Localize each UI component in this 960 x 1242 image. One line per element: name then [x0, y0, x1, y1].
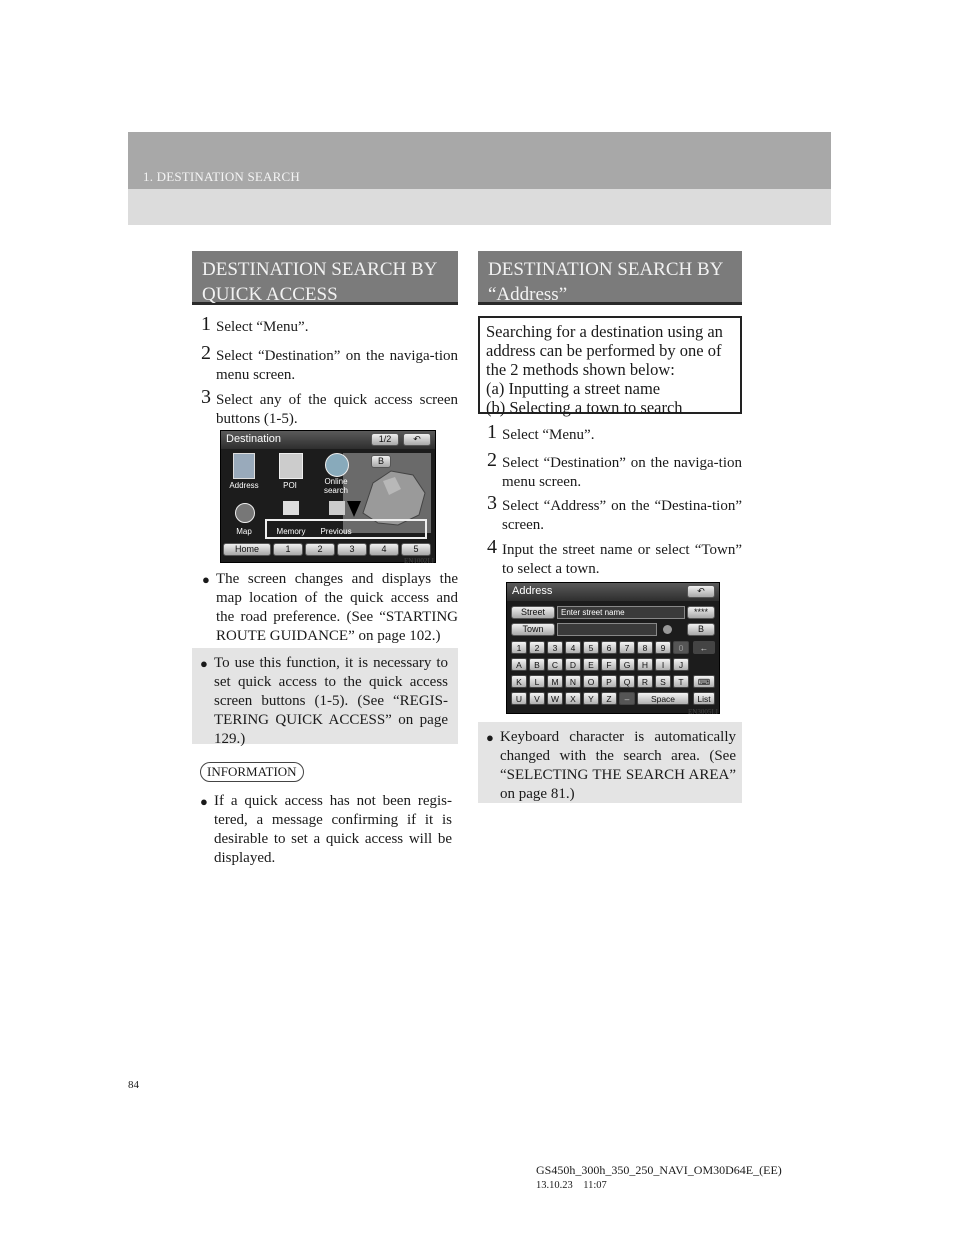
right-step-1 — [487, 421, 742, 445]
map-label: Map — [236, 527, 252, 536]
left-info — [200, 792, 452, 868]
intro-line: Searching for a destination using an — [486, 322, 723, 341]
intro-line: address can be performed by one of — [486, 341, 722, 360]
step-number: 2 — [487, 449, 497, 471]
town-button[interactable]: Town — [511, 623, 555, 636]
step-number: 3 — [201, 386, 211, 408]
key-c[interactable]: C — [547, 658, 563, 671]
print-timestamp — [536, 1180, 607, 1191]
key-u[interactable]: U — [511, 692, 527, 705]
key-g[interactable]: G — [619, 658, 635, 671]
screen-title: Address — [512, 585, 553, 597]
right-section-title — [478, 251, 742, 305]
key-5[interactable]: 5 — [583, 641, 599, 654]
step-number: 2 — [201, 342, 211, 364]
bullet-icon: ● — [200, 656, 208, 671]
key-r[interactable]: R — [637, 675, 653, 688]
key-k[interactable]: K — [511, 675, 527, 688]
street-button[interactable]: Street — [511, 606, 555, 619]
keyboard-icon: ⌨ — [697, 677, 711, 687]
left-title-line2: QUICK ACCESS — [202, 284, 338, 305]
backspace-icon: ← — [699, 643, 709, 653]
key-i[interactable]: I — [655, 658, 671, 671]
step-number: 1 — [201, 313, 211, 335]
right-title-line2: “Address” — [488, 284, 568, 305]
key-n[interactable]: N — [565, 675, 581, 688]
right-screen-code: EN3005LI — [688, 708, 718, 716]
bullet-text: The screen changes and displays the map location of the quick access and the road preference. (See “STARTING ROUTE GUIDANCE” on page 102.) — [216, 571, 458, 644]
left-bullet — [202, 570, 458, 646]
memory-flag-icon[interactable] — [283, 501, 299, 515]
poi-label: POI — [283, 481, 297, 490]
key-j[interactable]: J — [673, 658, 689, 671]
key-x[interactable]: X — [565, 692, 581, 705]
space-key[interactable]: Space — [637, 692, 689, 705]
key-9[interactable]: 9 — [655, 641, 671, 654]
address-screen — [506, 582, 720, 714]
bullet-icon: ● — [202, 572, 210, 587]
back-arrow-icon: ↶ — [697, 586, 705, 596]
left-section-title — [192, 251, 458, 305]
street-input[interactable]: Enter street name — [557, 606, 685, 619]
key-v[interactable]: V — [529, 692, 545, 705]
step-text: Input the street name or select “Town” to select a town. — [502, 542, 742, 577]
right-step-2 — [487, 449, 742, 492]
step-number: 3 — [487, 492, 497, 514]
document-id: GS450h_300h_350_250_NAVI_OM30D64E_(EE) — [536, 1163, 782, 1177]
bullet-icon: ● — [486, 730, 494, 745]
map-compass-icon[interactable] — [235, 503, 255, 523]
note-text: To use this function, it is necessary to set quick access to the quick access screen buttons (1-5). (See “REGIS-TERING QUICK ACCESS” on page 129.) — [214, 655, 448, 747]
key-y[interactable]: Y — [583, 692, 599, 705]
poi-icon[interactable] — [279, 453, 303, 479]
town-input[interactable] — [557, 623, 657, 636]
right-note — [486, 728, 736, 804]
back-button[interactable] — [403, 433, 431, 446]
print-time: 11:07 — [583, 1180, 607, 1191]
step-text: Select “Destination” on the naviga-tion menu screen. — [502, 455, 742, 490]
right-title-line1: DESTINATION SEARCH BY — [488, 259, 724, 280]
left-step-3 — [201, 386, 458, 429]
step-text: Select any of the quick access screen buttons (1-5). — [216, 392, 458, 427]
destination-screen — [220, 430, 436, 563]
page-number: 84 — [128, 1079, 139, 1091]
note-text: Keyboard character is automatically changed with the search area. (See “SELECTING THE SEARCH AREA” on page 81.) — [500, 729, 736, 802]
left-note — [200, 654, 448, 749]
intro-line: (a) Inputting a street name — [486, 379, 661, 398]
page-button[interactable]: 1/2 — [371, 433, 399, 446]
backspace-key[interactable] — [693, 641, 715, 654]
info-text: If a quick access has not been regis-tered, a message confirming if it is desirable to set a quick access will be displayed. — [214, 793, 452, 866]
key-1[interactable]: 1 — [511, 641, 527, 654]
area-b-button[interactable]: B — [687, 623, 715, 636]
print-date: 13.10.23 — [536, 1180, 573, 1191]
key-h[interactable]: H — [637, 658, 653, 671]
key-e[interactable]: E — [583, 658, 599, 671]
right-step-3 — [487, 492, 742, 535]
key-q[interactable]: Q — [619, 675, 635, 688]
section-label: 1. DESTINATION SEARCH — [143, 169, 300, 184]
key-z[interactable]: Z — [601, 692, 617, 705]
right-step-4 — [487, 536, 742, 579]
screen-title: Destination — [226, 433, 282, 445]
previous-label: Previous — [320, 527, 352, 536]
home-button[interactable]: Home — [223, 543, 271, 556]
online-search-label: Online search — [323, 477, 348, 495]
key-t[interactable]: T — [673, 675, 689, 688]
address-icon[interactable] — [233, 453, 255, 479]
information-label: INFORMATION — [200, 762, 304, 782]
step-text: Select “Destination” on the naviga-tion menu screen. — [216, 348, 458, 383]
key-m[interactable]: M — [547, 675, 563, 688]
left-screen-code: EN1002LI — [404, 557, 434, 565]
quick-1-button[interactable]: 1 — [273, 543, 303, 556]
clear-icon[interactable] — [663, 625, 672, 634]
address-intro-box — [478, 316, 742, 417]
key-w[interactable]: W — [547, 692, 563, 705]
quick-3-button[interactable]: 3 — [337, 543, 367, 556]
information-rule — [298, 773, 299, 774]
key-4[interactable]: 4 — [565, 641, 581, 654]
header-sub-band — [128, 189, 831, 225]
step-text: Select “Menu”. — [502, 427, 595, 443]
masked-button[interactable]: **** — [687, 606, 715, 619]
key-dash[interactable]: – — [619, 692, 635, 705]
key-s[interactable]: S — [655, 675, 671, 688]
quick-access-bar — [223, 543, 433, 556]
map-b-button[interactable]: B — [371, 455, 391, 468]
left-step-2 — [201, 342, 458, 385]
key-b[interactable]: B — [529, 658, 545, 671]
key-l[interactable]: L — [529, 675, 545, 688]
key-p[interactable]: P — [601, 675, 617, 688]
keyboard-layout-key[interactable] — [693, 675, 715, 688]
key-d[interactable]: D — [565, 658, 581, 671]
key-2[interactable]: 2 — [529, 641, 545, 654]
step-number: 1 — [487, 421, 497, 443]
address-label: Address — [229, 481, 259, 490]
quick-5-button[interactable]: 5 — [401, 543, 431, 556]
back-button[interactable] — [687, 585, 715, 598]
left-step-1 — [201, 313, 458, 337]
key-0[interactable]: 0 — [673, 641, 689, 654]
key-7[interactable]: 7 — [619, 641, 635, 654]
step-text: Select “Address” on the “Destina-tion” screen. — [502, 498, 742, 533]
key-f[interactable]: F — [601, 658, 617, 671]
bullet-icon: ● — [200, 794, 208, 809]
step-text: Select “Menu”. — [216, 319, 309, 335]
back-arrow-icon: ↶ — [413, 434, 421, 444]
quick-4-button[interactable]: 4 — [369, 543, 399, 556]
intro-line: (b) Selecting a town to search — [486, 398, 683, 417]
key-3[interactable]: 3 — [547, 641, 563, 654]
key-6[interactable]: 6 — [601, 641, 617, 654]
online-search-icon[interactable] — [325, 453, 349, 477]
quick-2-button[interactable]: 2 — [305, 543, 335, 556]
step-number: 4 — [487, 536, 497, 558]
key-8[interactable]: 8 — [637, 641, 653, 654]
key-a[interactable]: A — [511, 658, 527, 671]
left-title-line1: DESTINATION SEARCH BY — [202, 259, 438, 280]
list-key[interactable]: List — [693, 692, 715, 705]
previous-icon[interactable] — [329, 501, 345, 515]
intro-line: the 2 methods shown below: — [486, 360, 675, 379]
keyboard — [511, 641, 715, 711]
memory-label: Memory — [276, 527, 306, 536]
key-o[interactable]: O — [583, 675, 599, 688]
down-arrow-icon — [347, 501, 361, 517]
